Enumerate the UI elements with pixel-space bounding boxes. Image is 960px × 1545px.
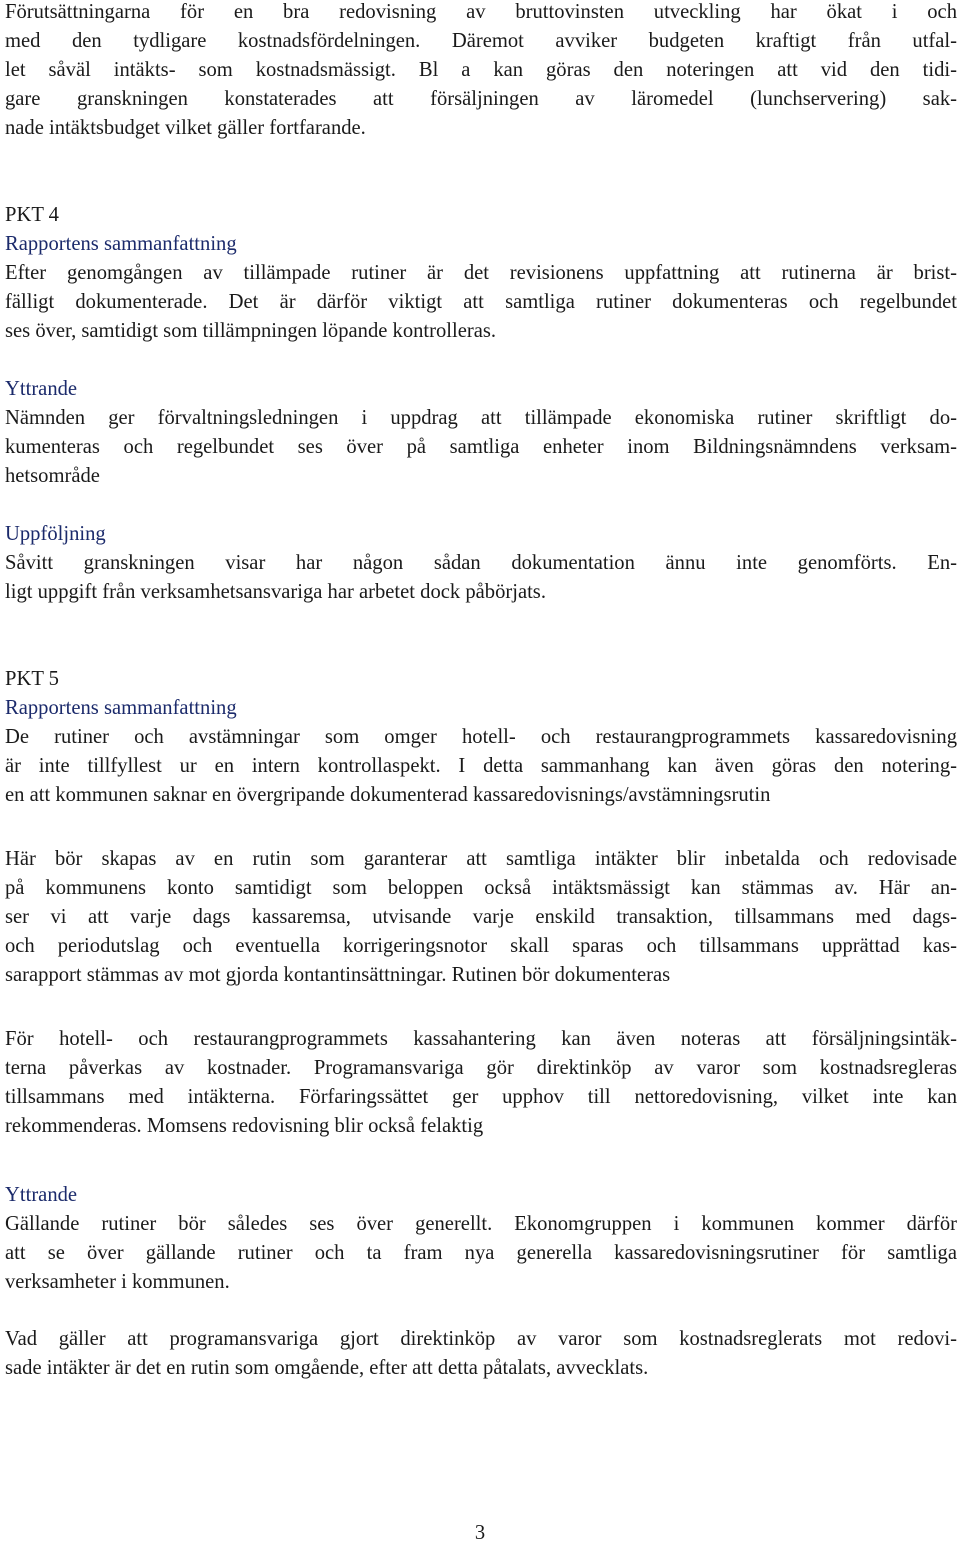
text-line: Nämnden ger förvaltningsledningen i uppdrag att tillämpade ekonomiska rutiner skriftligt do- bbox=[5, 407, 957, 429]
text-line: let såväl intäkts- som kostnadsmässigt. Bl a kan göras den noteringen att vid den tidi- bbox=[5, 59, 957, 81]
statement-title: Yttrande bbox=[5, 378, 78, 400]
text-line: sade intäkter är det en rutin som omgående, efter att detta påtalats, avvecklats. bbox=[5, 1357, 649, 1379]
text-line: Här bör skapas av en rutin som garanterar att samtliga intäkter blir inbetalda och redovisade bbox=[5, 848, 957, 870]
text-line: fälligt dokumenterade. Det är därför viktigt att samtliga rutiner dokumenteras och regelbundet bbox=[5, 291, 957, 313]
text-line: rekommenderas. Momsens redovisning blir också felaktig bbox=[5, 1115, 484, 1137]
section-heading: PKT 4 bbox=[5, 204, 59, 226]
text-line: ses över, samtidigt som tillämpningen löpande kontrolleras. bbox=[5, 320, 497, 342]
statement-title: Yttrande bbox=[5, 1184, 78, 1206]
text-line: verksamheter i kommunen. bbox=[5, 1271, 230, 1293]
section-heading: PKT 5 bbox=[5, 668, 59, 690]
text-line: sarapport stämmas av mot gjorda kontantinsättningar. Rutinen bör dokumenteras bbox=[5, 964, 671, 986]
text-line: ligt uppgift från verksamhetsansvariga har arbetet dock påbörjats. bbox=[5, 581, 546, 603]
text-line: ser vi att varje dags kassaremsa, utvisande varje enskild transaktion, tillsammans med dags- bbox=[5, 906, 957, 928]
text-line: nade intäktsbudget vilket gäller fortfarande. bbox=[5, 117, 366, 139]
text-line: att se över gällande rutiner och ta fram nya generella kassaredovisningsrutiner för samtliga bbox=[5, 1242, 957, 1264]
text-line: Såvitt granskningen visar har någon sådan dokumentation ännu inte genomförts. En- bbox=[5, 552, 957, 574]
text-line: Efter genomgången av tillämpade rutiner är det revisionens uppfattning att rutinerna är brist- bbox=[5, 262, 957, 284]
text-line: terna påverkas av kostnader. Programansvariga gör direktinköp av varor som kostnadsregleras bbox=[5, 1057, 957, 1079]
text-line: på kommunens konto samtidigt som beloppen också intäktsmässigt kan stämmas av. Här an- bbox=[5, 877, 957, 899]
text-line: De rutiner och avstämningar som omger hotell- och restaurangprogrammets kassaredovisning bbox=[5, 726, 957, 748]
text-line: gare granskningen konstaterades att försäljningen av läromedel (lunchservering) sak- bbox=[5, 88, 957, 110]
followup-title: Uppföljning bbox=[5, 523, 106, 545]
text-line: kumenteras och regelbundet ses över på samtliga enheter inom Bildningsnämndens verksam- bbox=[5, 436, 957, 458]
text-line: hetsområde bbox=[5, 465, 100, 487]
text-line: För hotell- och restaurangprogrammets kassahantering kan även noteras att försäljningsintäk- bbox=[5, 1028, 957, 1050]
text-line: är inte tillfyllest ur en intern kontrollaspekt. I detta sammanhang kan även göras den notering- bbox=[5, 755, 957, 777]
text-line: en att kommunen saknar en övergripande dokumenterad kassaredovisnings/avstämningsrutin bbox=[5, 784, 771, 806]
text-line: Gällande rutiner bör således ses över generellt. Ekonomgruppen i kommunen kommer därför bbox=[5, 1213, 957, 1235]
summary-title: Rapportens sammanfattning bbox=[5, 233, 237, 255]
page-number: 3 bbox=[474, 1522, 486, 1544]
text-line: tillsammans med intäkterna. Förfaringssättet ger upphov till nettoredovisning, vilket inte kan bbox=[5, 1086, 957, 1108]
text-line: och periodutslag och eventuella korrigeringsnotor skall sparas och tillsammans upprättad kas- bbox=[5, 935, 957, 957]
summary-title: Rapportens sammanfattning bbox=[5, 697, 237, 719]
text-line: med den tydligare kostnadsfördelningen. Däremot avviker budgeten kraftigt från utfal- bbox=[5, 30, 957, 52]
text-line: Förutsättningarna för en bra redovisning av bruttovinsten utveckling har ökat i och bbox=[5, 1, 957, 23]
text-line: Vad gäller att programansvariga gjort direktinköp av varor som kostnadsreglerats mot redovi- bbox=[5, 1328, 957, 1350]
